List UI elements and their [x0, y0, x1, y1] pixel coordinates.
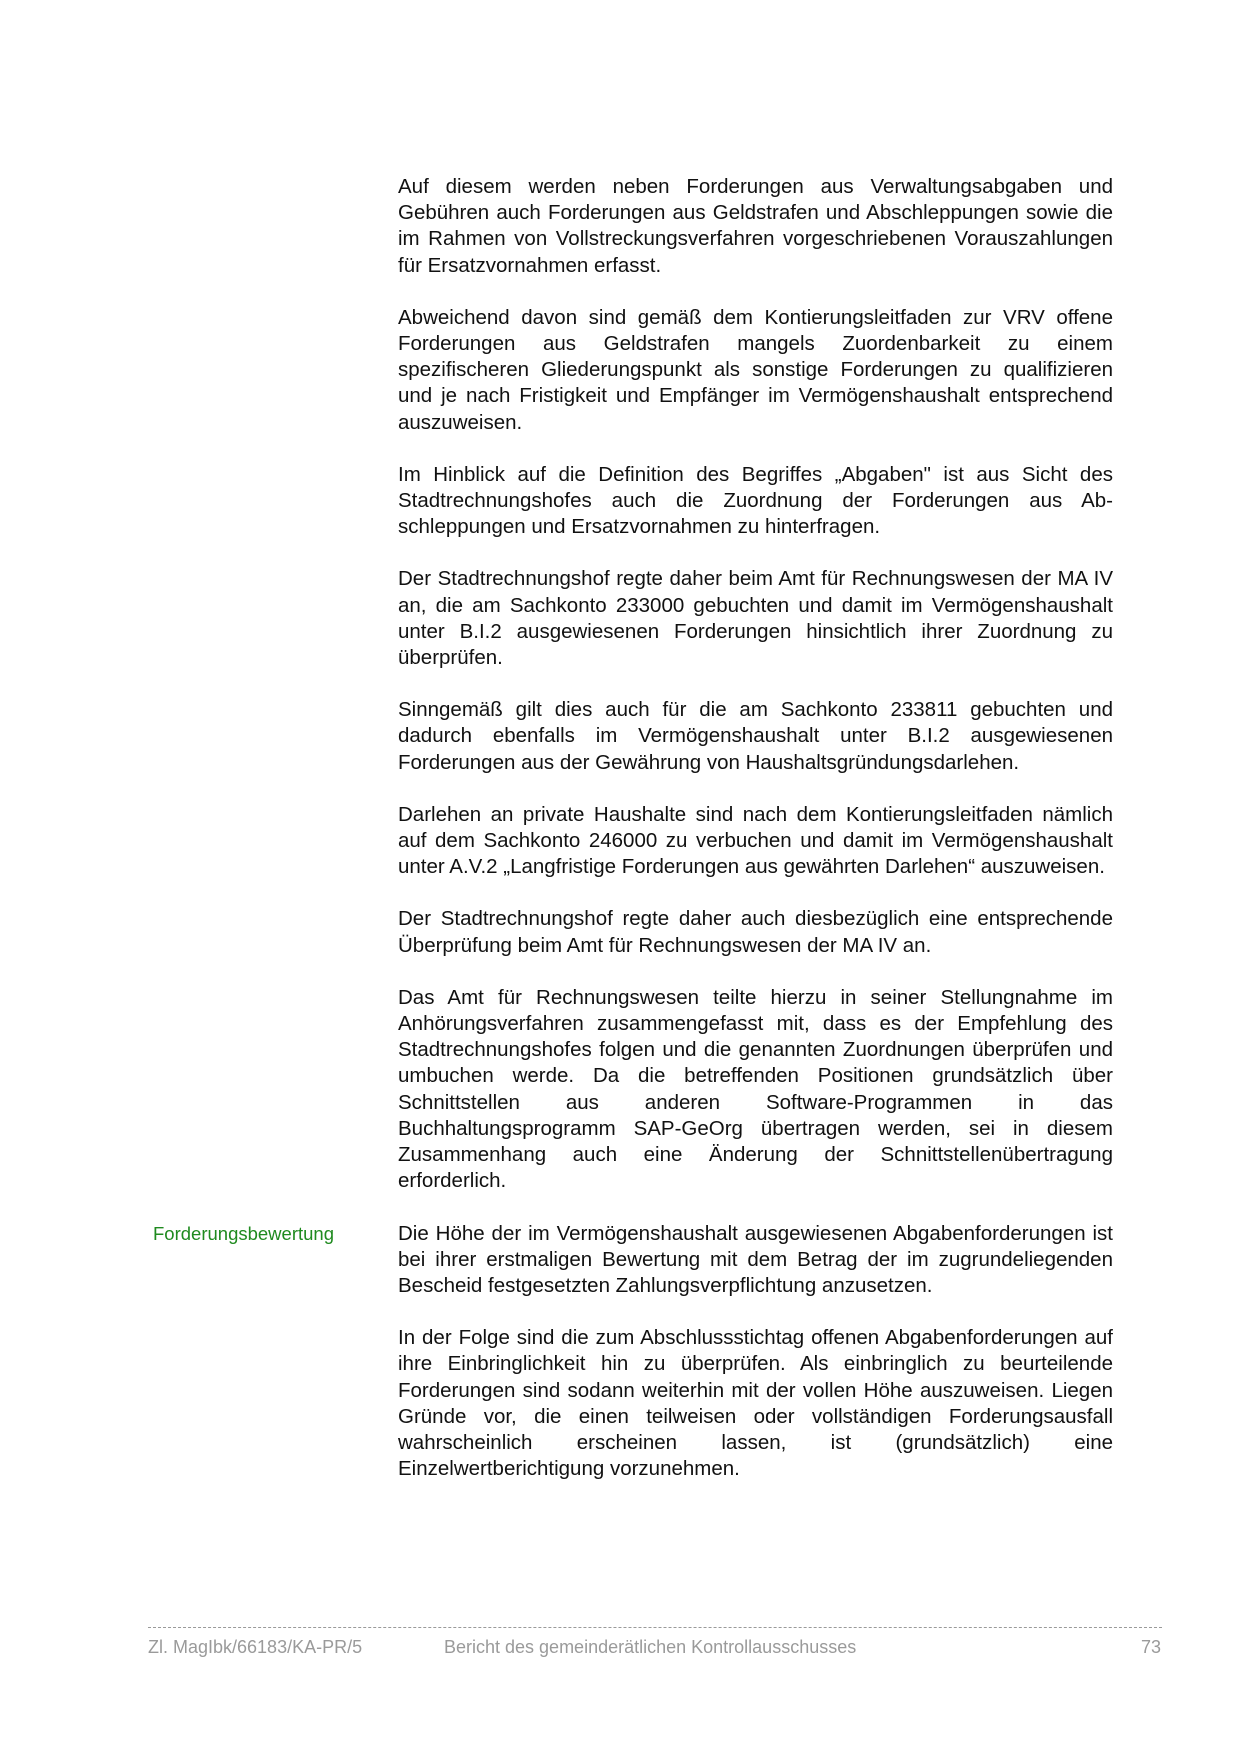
paragraph-3: Im Hinblick auf die Definition des Begriffes „Abgaben" ist aus Sicht des Stadtrechnungshofes auch die Zuordnung der Forderungen aus Abschleppungen und Ersatzvornahmen zu hinterfragen. — [398, 462, 1113, 539]
paragraph-7: Der Stadtrechnungshof regte daher auch diesbezüglich eine entsprechende Überprüfung beim Amt für Rechnungswesen der MA IV an. — [398, 907, 1113, 957]
section-paragraph-1: Die Höhe der im Vermögenshaushalt ausgewiesenen Abgabenforderungen ist bei ihrer erstmaligen Bewertung mit dem Betrag der im zugrundeliegenden Bescheid festgesetzten Zahlungsverpflichtung anzusetzen. — [398, 1221, 1113, 1297]
section-forderungsbewertung — [153, 1221, 1113, 1483]
section-paragraph-2: In der Folge sind die zum Abschlussstichtag offenen Abgabenforderungen auf ihre Einbringlichkeit hin zu überprüfen. Als einbringlich zu beurteilende Forderungen sind sodann weiterhin mit der vollen Höhe auszuweisen. Liegen Gründe vor, die einen teilweisen oder vollständigen Forderungsausfall wahrscheinlich erscheinen lassen, ist (grundsätzlich) eine Einzelwertberichtigung vorzunehmen. — [398, 1326, 1113, 1481]
paragraph-1: Auf diesem werden neben Forderungen aus Verwaltungsabgaben und Gebühren auch Forderungen aus Geldstrafen und Abschleppungen sowie die im Rahmen von Vollstreckungsverfahren vorgeschriebenen Vorauszahlungen für Ersatzvornahmen erfasst. — [398, 175, 1113, 277]
footer-reference: Zl. MagIbk/66183/KA-PR/5 — [148, 1637, 363, 1657]
footer-divider — [148, 1627, 1162, 1628]
paragraph-5: Sinngemäß gilt dies auch für die am Sachkonto 233811 gebuchten und dadurch ebenfalls im Vermögenshaushalt unter B.I.2 ausgewiesenen Forderungen aus der Gewährung von Haushaltsgründungsdarlehen. — [398, 698, 1113, 774]
paragraph-6: Darlehen an private Haushalte sind nach dem Kontierungsleitfaden nämlich auf dem Sachkonto 246000 zu verbuchen und damit im Vermögenshaushalt unter A.V.2 „Langfristige Forderungen aus gewährten Darlehen“ auszuweisen. — [398, 802, 1113, 879]
paragraph-4: Der Stadtrechnungshof regte daher beim Amt für Rechnungswesen der MA IV an, die am Sachkonto 233000 gebuchten und damit im Vermögenshaushalt unter B.I.2 ausgewiesenen Forderungen hinsichtlich ihrer Zuordnung zu überprüfen. — [398, 567, 1113, 670]
footer-report-title: Bericht des gemeinderätlichen Kontrollausschusses — [444, 1637, 857, 1657]
paragraph-8: Das Amt für Rechnungswesen teilte hierzu in seiner Stellungnahme im Anhörungsverfahren zusammengefasst mit, dass es der Empfehlung des Stadtrechnungshofes folgen und die genannten Zuordnungen überprüfen und umbuchen werde. Da die betreffenden Positionen grundsätzlich über Schnittstellen aus anderen Software-Programmen in das Buchhaltungsprogramm SAP-GeOrg übertragen werden, sei in diesem Zusammenhang auch eine Änderung der Schnittstellenübertragung erforderlich. — [398, 985, 1113, 1193]
body-text — [153, 174, 1113, 1508]
page-number: 73 — [1140, 1637, 1161, 1657]
paragraph-2: Abweichend davon sind gemäß dem Kontierungsleitfaden zur VRV offene Forderungen aus Geldstrafen mangels Zuordenbarkeit zu einem spezifischeren Gliederungspunkt als sonstige Forderungen zu qualifizieren und je nach Fristigkeit und Empfänger im Vermögenshaushalt entsprechend auszuweisen. — [398, 305, 1113, 434]
margin-heading: Forderungsbewertung — [153, 1222, 334, 1244]
